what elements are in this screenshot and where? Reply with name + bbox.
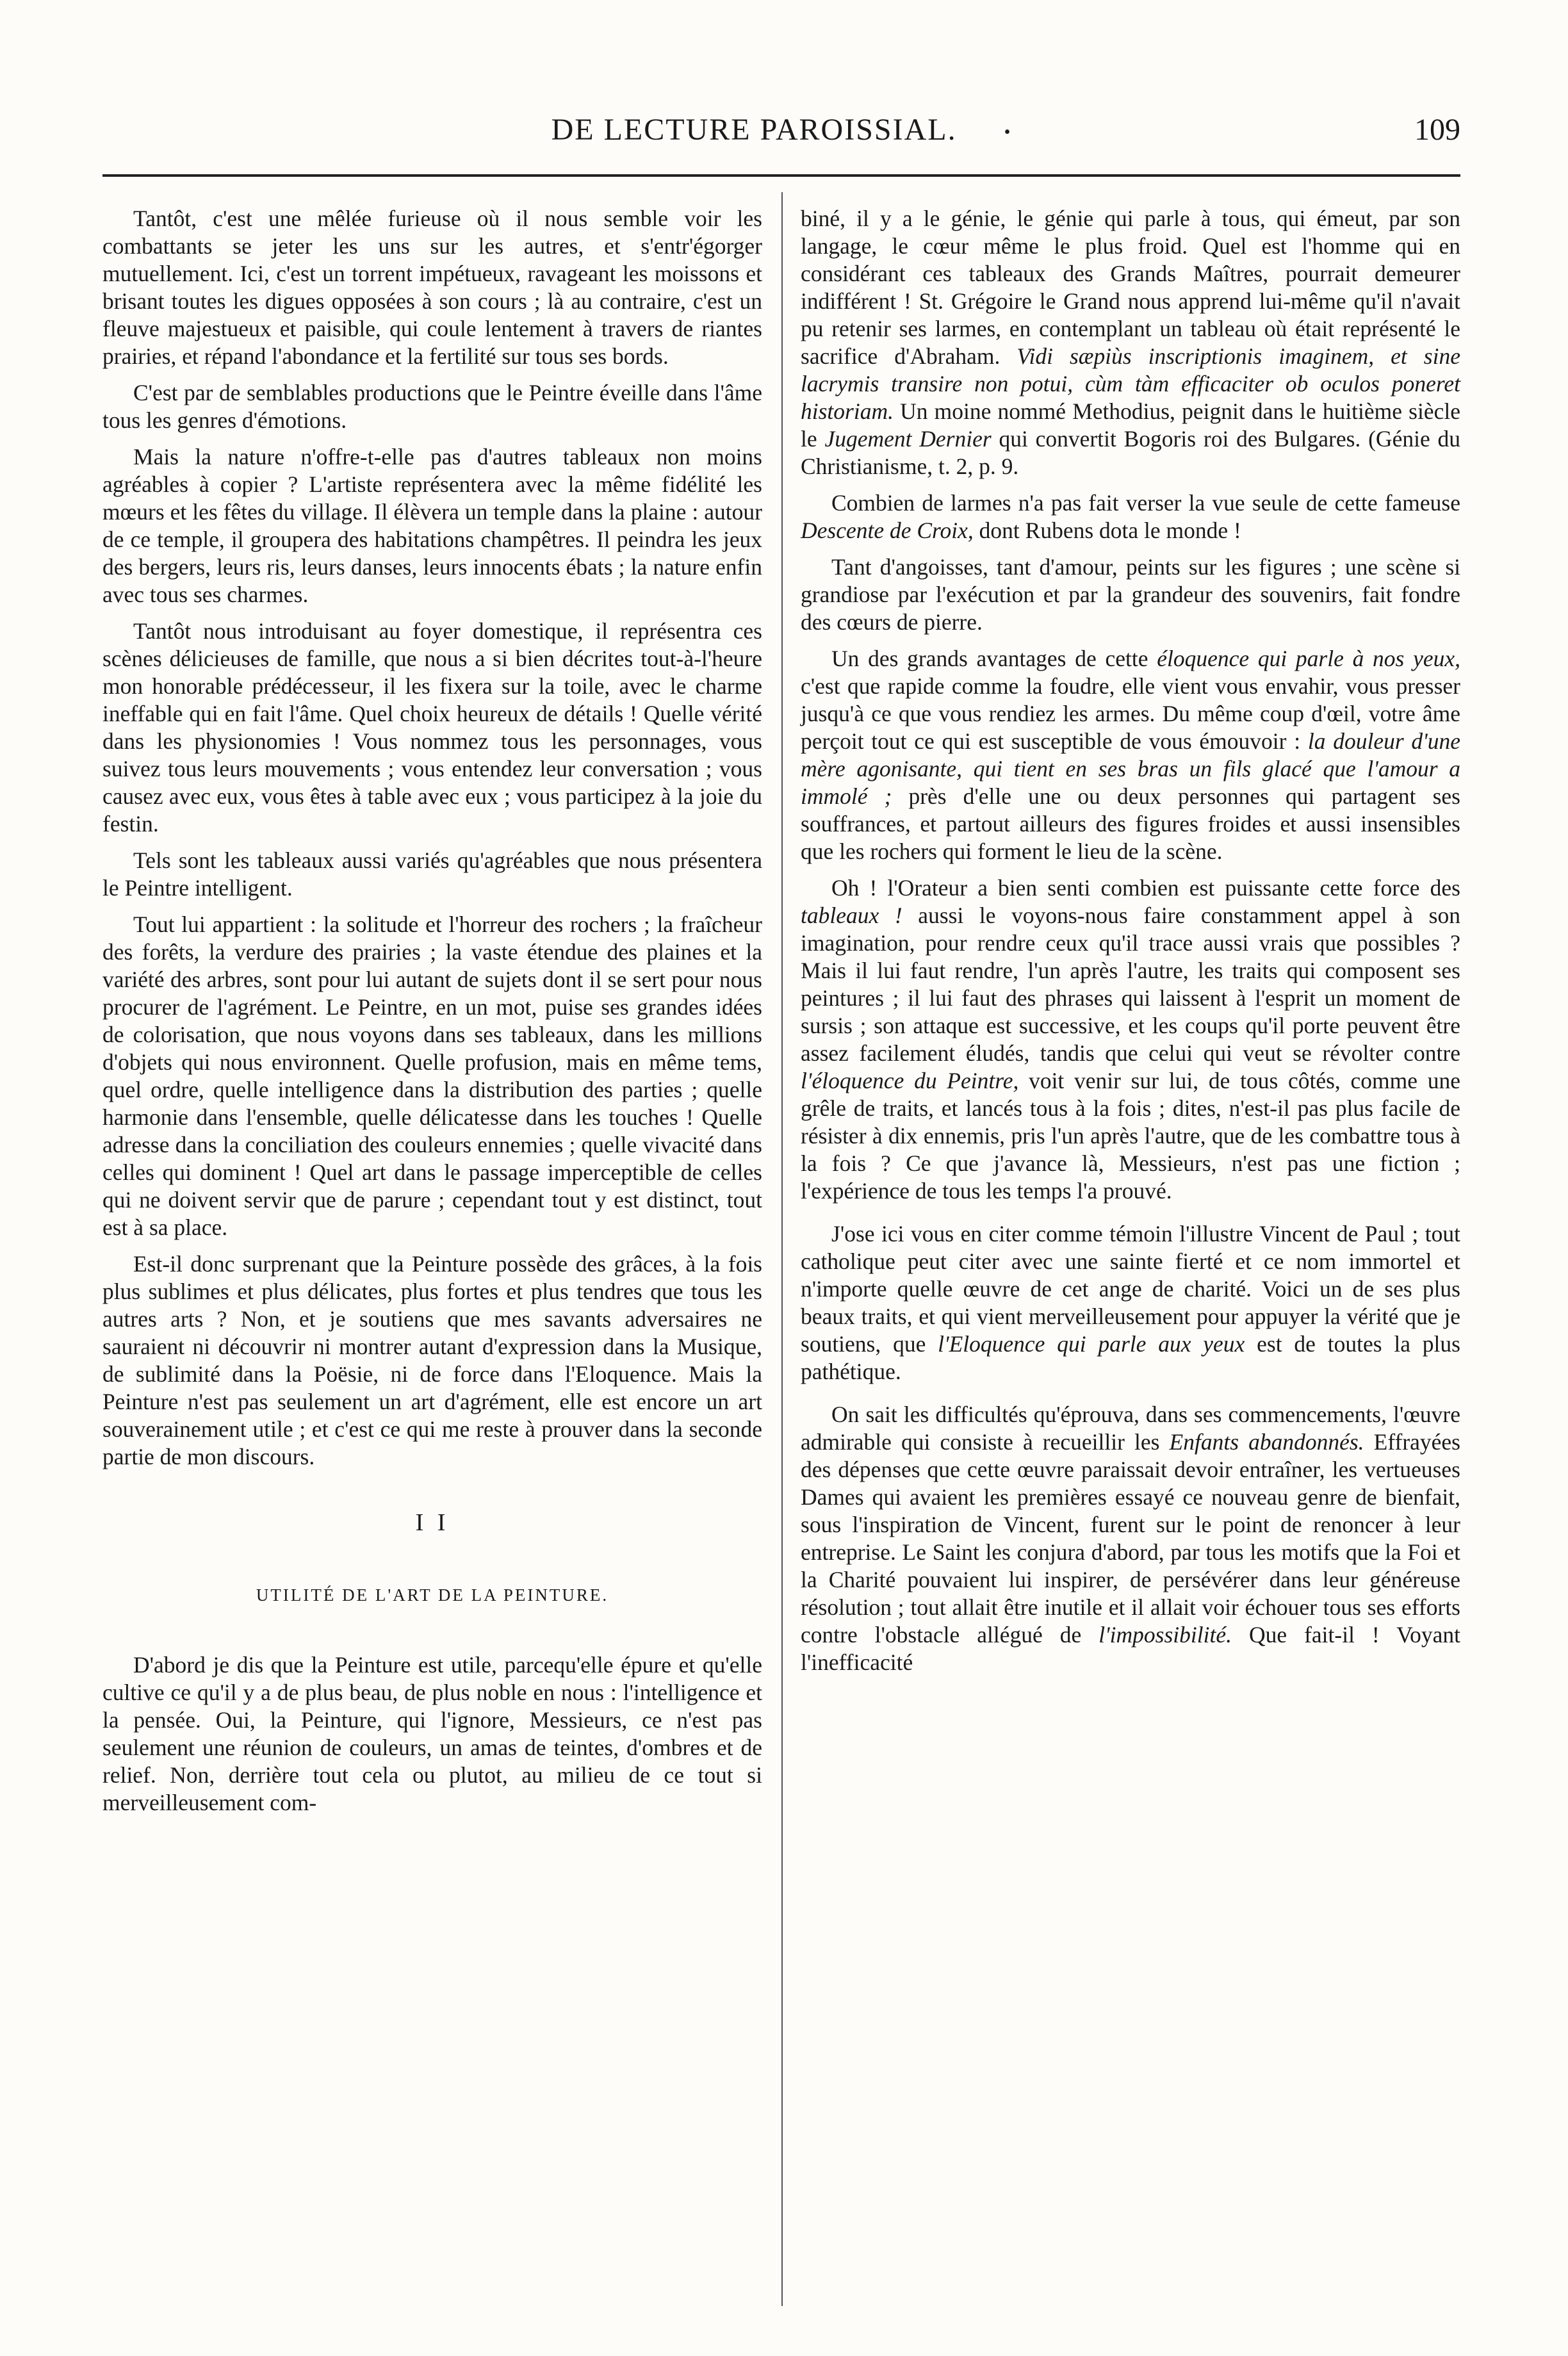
- paragraph: [801, 1401, 1460, 1676]
- paragraph: Tout lui appartient : la solitude et l'horreur des rochers ; la fraîcheur des forêts, la verdure des prairies ; la vaste étendue des plaines et la variété des arbres, sont pour lui autant de sujets dont il se sert pour nous procurer de l'agrément. Le Peintre, en un mot, puise ses grandes idées de colorisation, que nous voyons dans ses tableaux, dans les millions d'objets qui nous environnent. Quelle profusion, mais en même tems, quel ordre, quelle intelligence dans la distribution des parties ; quelle harmonie dans l'ensemble, quelle délicatesse dans les touches ! Quelle adresse dans la conciliation des couleurs ennemies ; quelle vivacité dans celles qui dominent ! Quel art dans le passage imperceptible de celles qui ne doivent servir que de parure ; cependant tout y est distinct, tout est à sa place.: [102, 912, 762, 1240]
- text-run: On sait les difficultés qu'éprouva, dans ses commencements, l'œuvre admirable qui consiste à recueillir les: [801, 1402, 1460, 1455]
- artwork-title: Jugement Dernier: [824, 426, 992, 452]
- emphasis: l'impossibilité.: [1098, 1622, 1232, 1648]
- text-run: Effrayées des dépenses que cette œuvre paraissait devoir entraîner, les vertueuses Dames qui avaient les premières essayé ce nouveau genre de bienfait, sous l'inspiration de Vincent, furent sur le point de renoncer à leur entreprise. Le Saint les conjura d'abord, par tous les motifs que la Foi et la Charité pouvaient lui inspirer, de persévérer dans leur généreuse résolution ; tout allait être inutile et il allait voir échouer tous ses efforts contre l'obstacle allégué de: [801, 1429, 1460, 1648]
- emphasis: la douleur d'une mère agonisante, qui tient en ses bras un fils glacé que l'amour a immolé ;: [801, 728, 1460, 809]
- paragraph: Mais la nature n'offre-t-elle pas d'autres tableaux non moins agréables à copier ? L'artiste représentera avec la même fidélité les mœurs et les fêtes du village. Il élèvera un temple dans la plaine : autour de ce temple, il groupera des habitations champêtres. Il peindra les jeux des bergers, leurs ris, leurs danses, leurs innocents ébats ; la nature enfin avec tous ses charmes.: [102, 444, 762, 607]
- paragraph: [801, 489, 1460, 544]
- running-title-text: DE LECTURE PAROISSIAL.: [551, 113, 957, 147]
- emphasis: Enfants abandonnés.: [1169, 1429, 1364, 1455]
- paragraph: D'abord je dis que la Peinture est utile, parcequ'elle épure et qu'elle cultive ce qu'il y a de plus beau, de plus noble en nous : l'intelligence et la pensée. Oui, la Peinture, qui l'ignore, Messieurs, ce n'est pas seulement une réunion de couleurs, un amas de teintes, d'ombres et de relief. Non, derrière tout cela ou plutot, au milieu de ce tout si merveilleusement com-: [102, 1652, 762, 1815]
- text-run: Que fait-il ! Voyant l'inefficacité: [801, 1622, 1460, 1675]
- text-run: biné, il y a le génie, le génie qui parle à tous, qui émeut, par son langage, le cœur même le plus froid. Quel est l'homme qui en considérant ces tableaux des Grands Maîtres, pourrait demeurer indifférent ! St. Grégoire le Grand nous apprend lui-même qu'il n'avait pu retenir ses larmes, en contemplant un tableau où était représenté le sacrifice d'Abraham.: [801, 206, 1460, 369]
- column-divider: [781, 192, 783, 2306]
- paragraph: Est-il donc surprenant que la Peinture possède des grâces, à la fois plus sublimes et plus délicates, plus fortes et plus tendres que tous les autres arts ? Non, et je soutiens que mes savants adversaires ne sauraient ni découvrir ni montrer autant d'expression dans la Musique, de sublimité dans la Poësie, ni de force dans l'Eloquence. Mais la Peinture n'est pas seulement un art d'agrément, elle est encore un art souverainement utile ; et c'est ce qui me reste à prouver dans la seconde partie de mon discours.: [102, 1251, 762, 1469]
- text-run: J'ose ici vous en citer comme témoin l'illustre Vincent de Paul ; tout catholique peut citer avec une sainte fierté et ce nom immortel et n'importe quelle œuvre de cet ange de charité. Voici un de ses plus beaux traits, et qui vient merveilleusement pour appuyer la vérité que je soutiens, que: [801, 1221, 1460, 1357]
- text-run: c'est que rapide comme la foudre, elle vient vous envahir, vous presser jusqu'à ce que vous rendiez les armes. Du même coup d'œil, votre âme perçoit tout ce qui est susceptible de vous émouvoir :: [801, 673, 1460, 754]
- running-title-bullet: •: [1004, 122, 1012, 142]
- emphasis: tableaux !: [801, 903, 902, 928]
- paragraph: Tels sont les tableaux aussi variés qu'agréables que nous présentera le Peintre intelligent.: [102, 847, 762, 901]
- emphasis: l'éloquence du Peintre,: [801, 1068, 1019, 1093]
- emphasis: éloquence qui parle à nos yeux,: [1157, 646, 1461, 671]
- page-number: 109: [1414, 113, 1460, 147]
- emphasis: l'Eloquence qui parle aux yeux: [938, 1331, 1245, 1357]
- header-rule: [102, 174, 1460, 177]
- paragraph: [801, 874, 1460, 1205]
- running-head: [102, 112, 1460, 163]
- paragraph: [801, 645, 1460, 865]
- text-run: près d'elle une ou deux personnes qui partagent ses souffrances, et partout ailleurs des figures froides et aussi insensibles que les rochers qui forment le lieu de la scène.: [801, 783, 1460, 864]
- text-run: qui convertit Bogoris roi des Bulgares. (Génie du Christianisme, t. 2, p. 9.: [801, 426, 1461, 479]
- text-run: dont Rubens dota le monde !: [973, 518, 1241, 543]
- section-title: UTILITÉ DE L'ART DE LA PEINTURE.: [256, 1585, 609, 1605]
- text-run: Combien de larmes n'a pas fait verser la vue seule de cette fameuse: [831, 490, 1460, 516]
- text-run: Un moine nommé Methodius, peignit dans le huitième siècle le: [801, 398, 1460, 452]
- running-title: [102, 112, 1460, 147]
- paragraph: C'est par de semblables productions que le Peintre éveille dans l'âme tous les genres d'émotions.: [102, 380, 762, 433]
- text-run: est de toutes la plus pathétique.: [801, 1331, 1460, 1384]
- paragraph: Tant d'angoisses, tant d'amour, peints sur les figures ; une scène si grandiose par l'exécution et par la grandeur des souvenirs, fait fondre des cœurs de pierre.: [801, 554, 1460, 635]
- paragraph: [801, 205, 1460, 480]
- paragraph: [801, 1220, 1460, 1386]
- artwork-title: Descente de Croix,: [801, 518, 974, 543]
- latin-quote: Vidi sæpiùs inscriptionis imaginem, et sine lacrymis transire non potui, cùm tàm efficaciter ob oculos poneret historiam.: [801, 343, 1460, 424]
- text-run: aussi le voyons-nous faire constamment appel à son imagination, pour rendre ceux qu'il trace aussi vrais que possibles ? Mais il lui faut rendre, l'un après l'autre, les traits qui composent ses peintures ; il lui faut des phrases qui laissent à l'esprit un moment de sursis ; son attaque est successive, et les coups qu'il porte peuvent être assez facilement éludés, tandis que celui qui veut se révolter contre: [801, 903, 1461, 1066]
- text-run: Oh ! l'Orateur a bien senti combien est puissante cette force des: [831, 875, 1460, 901]
- right-column: [801, 205, 1460, 1685]
- text-run: voit venir sur lui, de tous côtés, comme une grêle de traits, et lancés tous à la fois ; dites, n'est-il pas plus facile de résister à dix ennemis, pris l'un après l'autre, que de les combattre tous à la fois ? Ce que j'avance là, Messieurs, n'est pas une fiction ; l'expérience de tous les temps l'a prouvé.: [801, 1068, 1460, 1204]
- paragraph: Tantôt, c'est une mêlée furieuse où il nous semble voir les combattants se jeter les uns sur les autres, et s'entr'égorger mutuellement. Ici, c'est un torrent impétueux, ravageant les moissons et brisant toutes les digues opposées à son cours ; là au contraire, c'est un fleuve majestueux et paisible, qui coule lentement à travers de riantes prairies, et répand l'abondance et la fertilité sur tous ses bords.: [102, 206, 762, 369]
- section-numeral: I I: [415, 1509, 450, 1536]
- paragraph: Tantôt nous introduisant au foyer domestique, il représentra ces scènes délicieuses de famille, que nous a si bien décrites tout-à-l'heure mon honorable prédécesseur, il les fixera sur la toile, avec le charme ineffable qui en fait l'âme. Quel choix heureux de détails ! Quelle vérité dans les physionomies ! Vous nommez tous les personnages, vous suivez tous leurs mouvements ; vous entendez leur conversation ; vous causez avec eux, vous êtes à table avec eux ; vous participez à la joie du festin.: [102, 618, 762, 837]
- text-run: Un des grands avantages de cette: [831, 646, 1157, 671]
- left-column: [102, 205, 762, 1826]
